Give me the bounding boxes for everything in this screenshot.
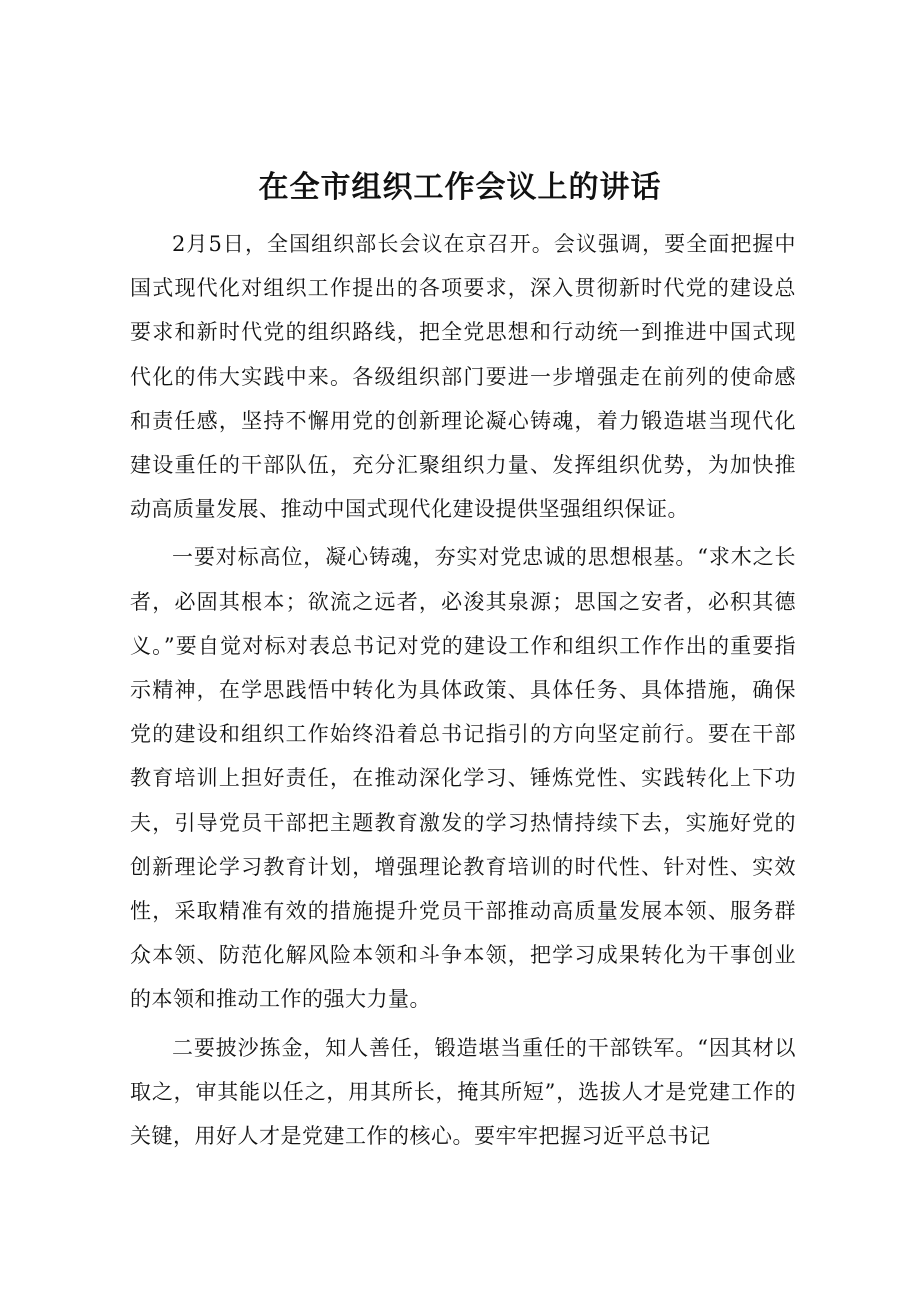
document-title: 在全市组织工作会议上的讲话 bbox=[258, 170, 662, 205]
paragraph-point-one: 一要对标高位，凝心铸魂，夯实对党忠诚的思想根基。“求木之长者，必固其根本；欲流之远者，必浚其泉源；思国之安者，必积其德义。”要自觉对标对表总书记对党的建设工作和组织工作作出的重要指示精神，在学思践悟中转化为具体政策、具体任务、具体措施，确保党的建设和组织工作始终沿着总书记指引的方向坚定前行。要在干部教育培训上担好责任，在推动深化学习、锤炼党性、实践转化上下功夫，引导党员干部把主题教育激发的学习热情持续下去，实施好党的创新理论学习教育计划，增强理论教育培训的时代性、针对性、实效性，采取精准有效的措施提升党员干部推动高质量发展本领、服务群众本领、防范化解风险本领和斗争本领，把学习成果转化为干事创业的本领和推动工作的强大力量。 bbox=[130, 545, 796, 1012]
paragraph-point-two: 二要披沙拣金，知人善任，锻造堪当重任的干部铁军。“因其材以取之，审其能以任之，用其所长，掩其所短”，选拔人才是党建工作的关键，用好人才是党建工作的核心。要牢牢把握习近平总书记 bbox=[130, 1035, 796, 1149]
document-body bbox=[130, 222, 796, 1162]
paragraph-intro: 2月5日，全国组织部长会议在京召开。会议强调，要全面把握中国式现代化对组织工作提出的各项要求，深入贯彻新时代党的建设总要求和新时代党的组织路线，把全党思想和行动统一到推进中国式现代化的伟大实践中来。各级组织部门要进一步增强走在前列的使命感和责任感，坚持不懈用党的创新理论凝心铸魂，着力锻造堪当现代化建设重任的干部队伍，充分汇聚组织力量、发挥组织优势，为加快推动高质量发展、推动中国式现代化建设提供坚强组织保证。 bbox=[130, 232, 796, 522]
